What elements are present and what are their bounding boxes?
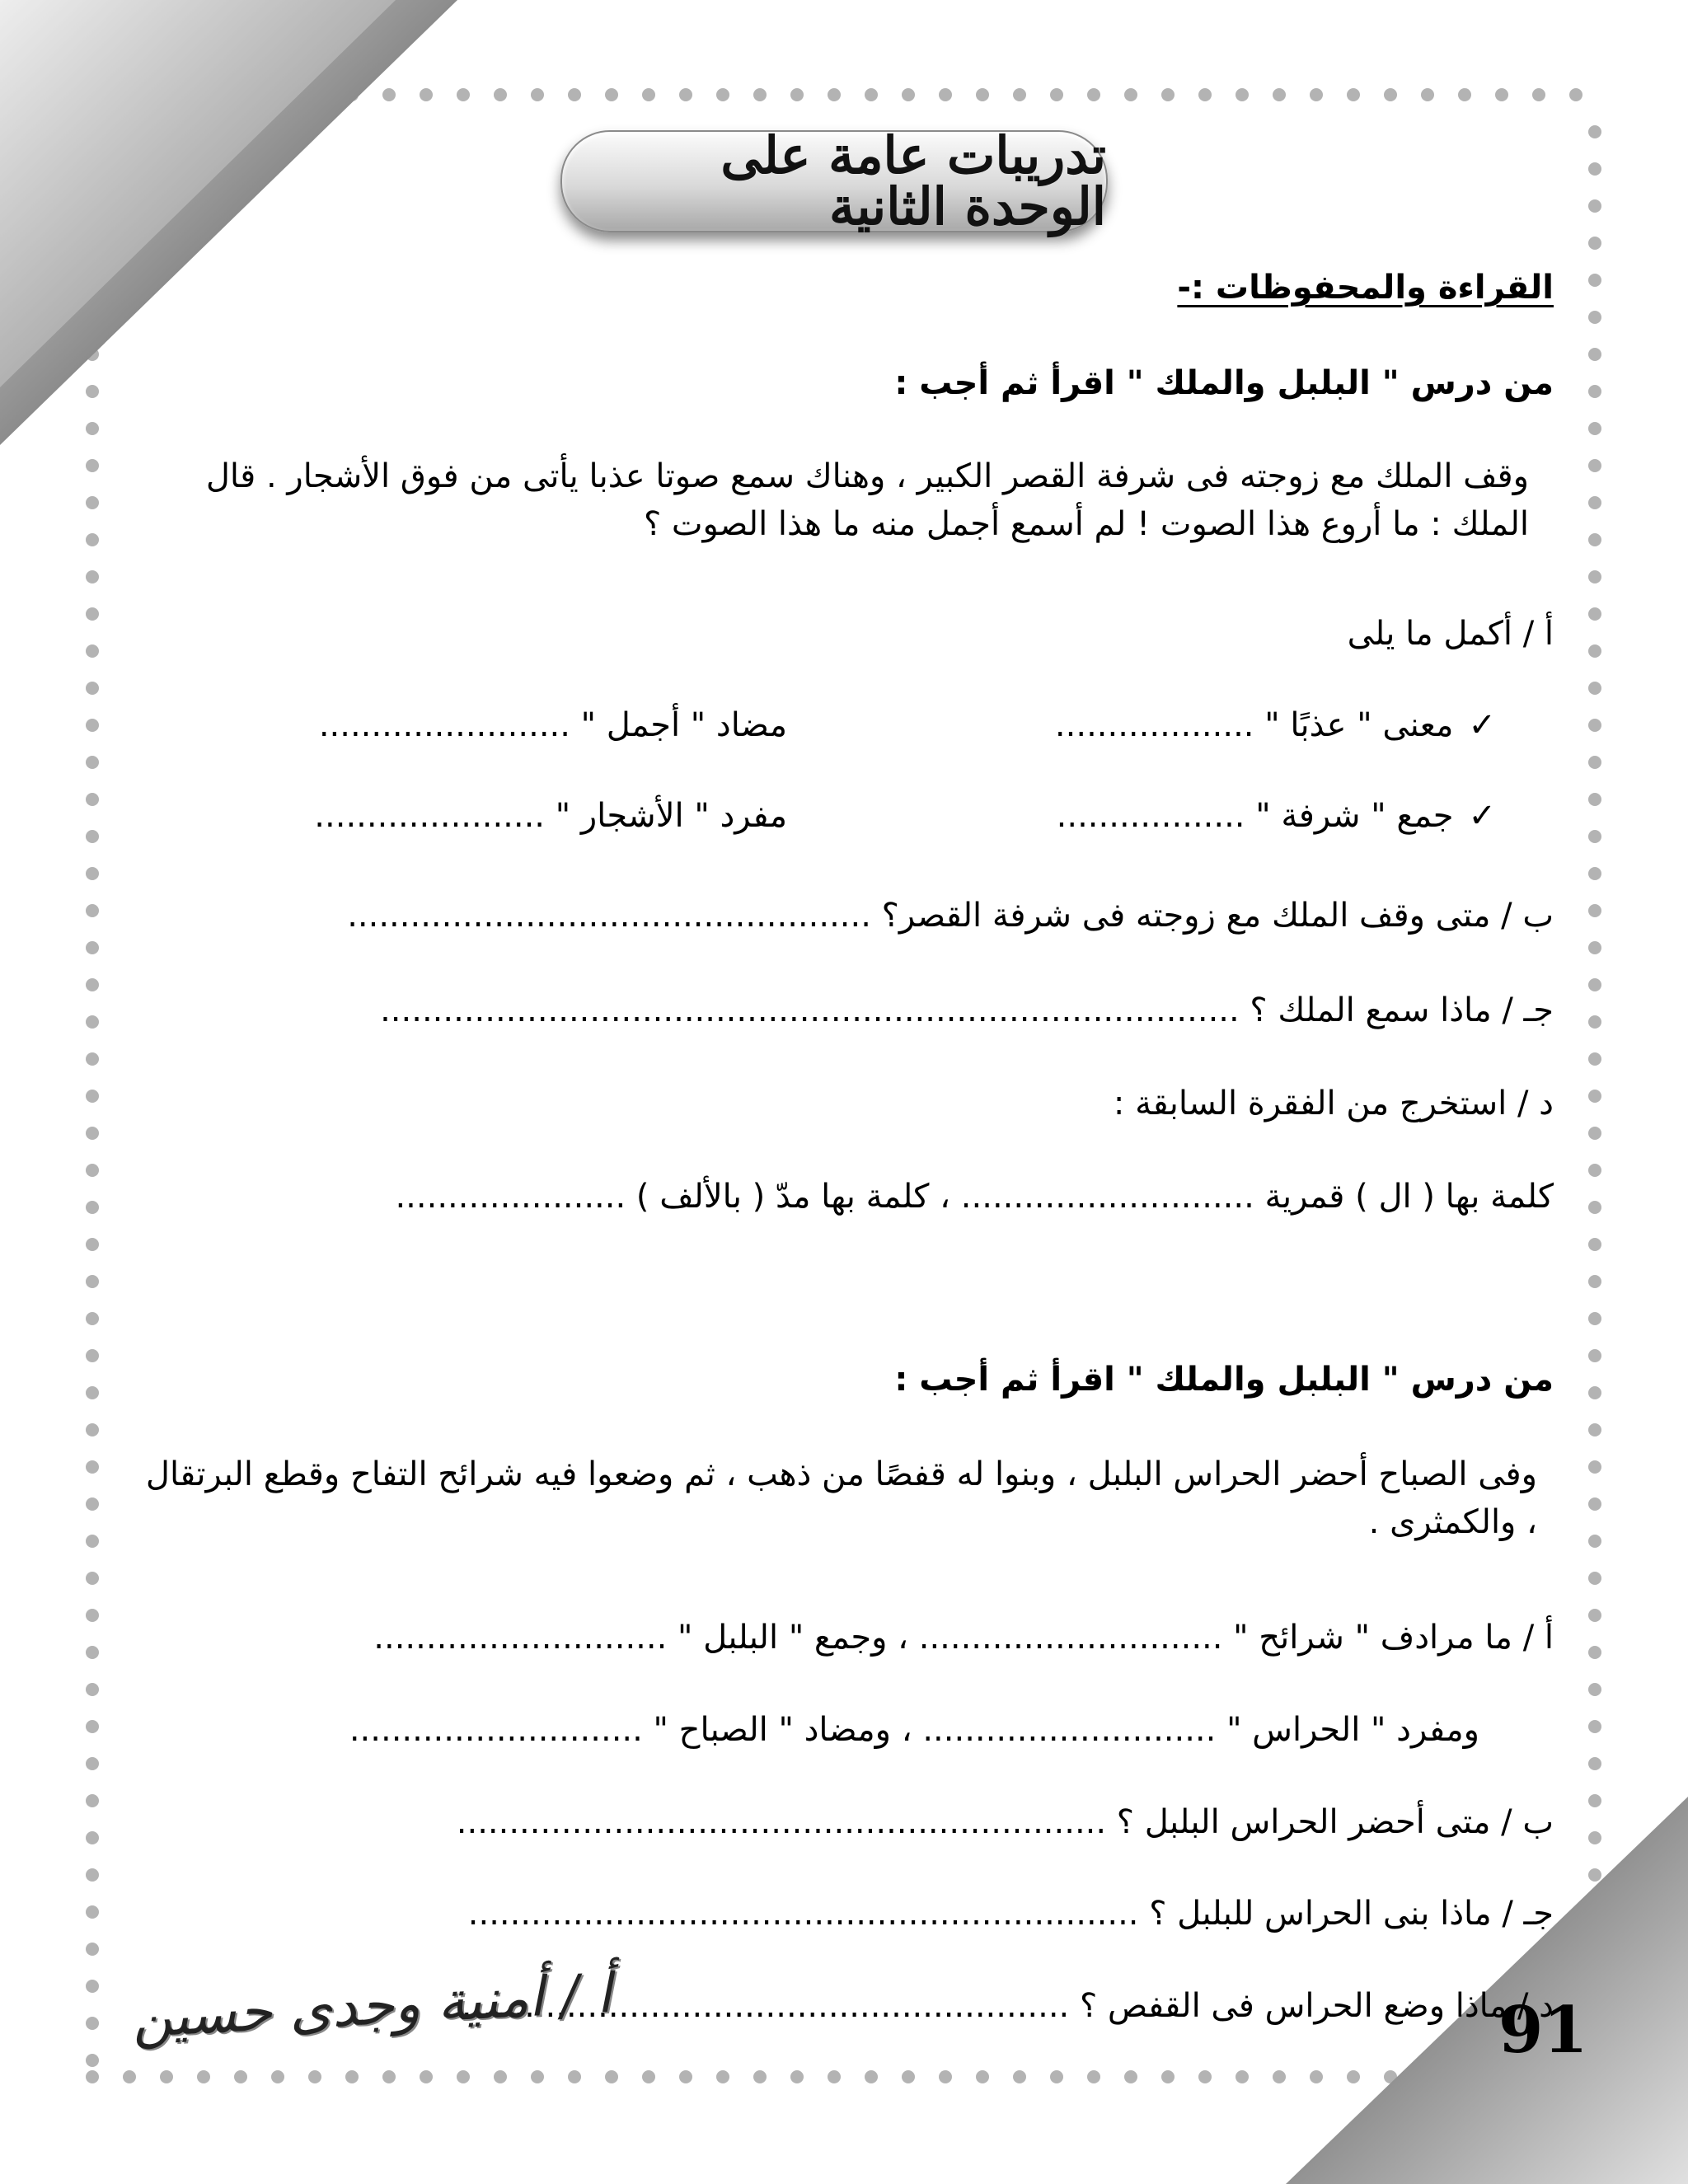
fill-meaning-sweet: معنى " عذبًا " ................... [1054, 706, 1454, 744]
part2-question-b: ب / متى أحضر الحراس البلبل ؟ .............................................................. [456, 1803, 1554, 1841]
part1-heading: من درس " البلبل والملك " اقرأ ثم أجب : [894, 364, 1554, 402]
border-dot [1588, 1201, 1601, 1214]
border-dot [86, 941, 99, 954]
checkmark-icon: ✓ [1468, 797, 1496, 835]
border-dot [716, 88, 729, 101]
border-dot [1124, 88, 1137, 101]
border-dot [1347, 88, 1360, 101]
border-dot [1588, 274, 1601, 287]
border-dot [494, 88, 507, 101]
border-dot [1588, 1015, 1601, 1029]
border-dot [1588, 1238, 1601, 1251]
border-dot [1588, 904, 1601, 917]
border-dot [86, 1201, 99, 1214]
fill-plural-balcony: جمع " شرفة " .................. [1056, 797, 1454, 835]
part1-question-b: ب / متى وقف الملك مع زوجته فى شرفة القصر؟ .................................................. [347, 897, 1554, 935]
border-dot [1273, 88, 1286, 101]
border-dot [1588, 125, 1601, 138]
border-dot [1588, 793, 1601, 806]
border-dot [86, 1905, 99, 1919]
border-dot [1013, 2070, 1026, 2083]
border-dot [1588, 1423, 1601, 1436]
border-dot [902, 2070, 915, 2083]
part2-question-d: د / ماذا وضع الحراس فى القفص ؟ .......................................................... [461, 1987, 1554, 2025]
part1-fill-row-2 [140, 797, 1554, 846]
border-dot [1013, 88, 1026, 101]
part2-question-a-line-1: أ / ما مرادف " شرائح " ............................. ، وجمع " البلبل " ............................ [373, 1619, 1554, 1657]
border-dot [531, 2070, 544, 2083]
part1-question-a: أ / أكمل ما يلى [1347, 615, 1554, 653]
border-dot [1588, 1164, 1601, 1177]
border-dot [1588, 385, 1601, 398]
border-dot [86, 1497, 99, 1511]
part1-question-d-answer-line: كلمة بها ( ال ) قمرية ............................ ، كلمة بها مدّ ( بالألف ) ...................... [395, 1178, 1554, 1216]
border-dot [1588, 422, 1601, 435]
border-dot [1310, 88, 1323, 101]
corner-decoration-top-left [0, 0, 462, 462]
border-dot [1532, 88, 1545, 101]
border-dot [86, 1090, 99, 1103]
border-dot [1588, 1349, 1601, 1362]
border-dot [86, 1757, 99, 1770]
border-dot [1588, 756, 1601, 769]
border-dot [1588, 1497, 1601, 1511]
border-dot [1588, 719, 1601, 732]
border-dot [86, 1349, 99, 1362]
border-dot [271, 2070, 284, 2083]
border-dot [123, 2070, 136, 2083]
border-dot [790, 2070, 804, 2083]
border-dot [976, 88, 989, 101]
border-dot [86, 570, 99, 583]
border-dot [1236, 88, 1249, 101]
border-dot [828, 88, 841, 101]
part2-heading: من درس " البلبل والملك " اقرأ ثم أجب : [894, 1361, 1554, 1399]
part2-question-a-line-2: ومفرد " الحراس " ............................ ، ومضاد " الصباح " ............................ [349, 1711, 1479, 1749]
border-dot [1588, 570, 1601, 583]
border-dot [1588, 1609, 1601, 1622]
border-dot [1569, 88, 1582, 101]
border-dot [86, 2054, 99, 2067]
border-dot [1588, 348, 1601, 361]
border-dot [828, 2070, 841, 2083]
border-dot [86, 1275, 99, 1288]
border-dot [1588, 830, 1601, 843]
border-dot [1588, 1535, 1601, 1548]
border-dot [1087, 88, 1100, 101]
border-dot [679, 88, 692, 101]
fill-singular-trees: مفرد " الأشجار " ...................... [314, 797, 787, 835]
border-dot [345, 2070, 359, 2083]
border-dot [494, 2070, 507, 2083]
border-dot [86, 607, 99, 621]
border-dot [1588, 237, 1601, 250]
border-dot [1161, 88, 1175, 101]
border-dot [86, 756, 99, 769]
border-dot [457, 2070, 470, 2083]
border-dot [1588, 1572, 1601, 1585]
border-dot [86, 830, 99, 843]
border-dot [86, 1831, 99, 1844]
border-dot [86, 1127, 99, 1140]
border-dot [1050, 2070, 1063, 2083]
section-heading: القراءة والمحفوظات :- [1177, 269, 1554, 307]
border-dot [1588, 1090, 1601, 1103]
border-dot [86, 904, 99, 917]
border-dot [1588, 1460, 1601, 1474]
border-dot [1588, 1127, 1601, 1140]
page-number: 91 [1498, 1993, 1588, 2068]
border-dot [197, 2070, 210, 2083]
border-dot [86, 2070, 99, 2083]
border-dot [642, 88, 655, 101]
author-signature: أ / أمنية وجدى حسين [130, 1961, 613, 2050]
border-dot [1588, 867, 1601, 880]
border-dot [753, 88, 767, 101]
border-dot [86, 496, 99, 509]
border-dot [1421, 88, 1434, 101]
border-dot [1161, 2070, 1175, 2083]
border-dot [160, 2070, 173, 2083]
border-dot [1588, 607, 1601, 621]
border-dot [605, 2070, 618, 2083]
border-dot [86, 978, 99, 991]
border-dot [86, 1164, 99, 1177]
border-dot [86, 1609, 99, 1622]
border-dot [86, 1460, 99, 1474]
border-dot [86, 1868, 99, 1882]
border-dot [86, 1535, 99, 1548]
border-dot [1588, 1386, 1601, 1399]
border-dot [1050, 88, 1063, 101]
border-dot [1124, 2070, 1137, 2083]
border-dot [1588, 311, 1601, 324]
border-dot [86, 682, 99, 695]
part1-question-c: جـ / ماذا سمع الملك ؟ .................................................................................. [380, 991, 1554, 1029]
border-dot [939, 2070, 952, 2083]
border-dot [1588, 941, 1601, 954]
border-dot [1588, 496, 1601, 509]
border-dot [86, 1794, 99, 1807]
border-dot [86, 1312, 99, 1325]
border-dot [86, 793, 99, 806]
border-dot [382, 2070, 396, 2083]
part2-question-c: جـ / ماذا بنى الحراس للبلبل ؟ ................................................................ [467, 1895, 1554, 1933]
border-dot [605, 88, 618, 101]
border-dot [642, 2070, 655, 2083]
border-dot [308, 2070, 321, 2083]
border-dot [86, 1015, 99, 1029]
border-dot [86, 1238, 99, 1251]
border-dot [86, 1572, 99, 1585]
border-dot [86, 1943, 99, 1956]
border-dot [679, 2070, 692, 2083]
border-dot [1495, 88, 1508, 101]
border-dot [86, 644, 99, 658]
border-dot [1588, 533, 1601, 546]
border-dot [568, 88, 581, 101]
border-dot [716, 2070, 729, 2083]
border-dot [531, 88, 544, 101]
border-dot [1588, 1720, 1601, 1733]
part1-passage: وقف الملك مع زوجته فى شرفة القصر الكبير ، وهناك سمع صوتا عذبا يأتى من فوق الأشجار . قال الملك : ما أروع هذا الصوت ! لم أسمع أجمل منه ما هذا الصوت ؟ [205, 457, 1529, 543]
border-dot [86, 1720, 99, 1733]
border-dot [1588, 1646, 1601, 1659]
border-dot [1588, 1312, 1601, 1325]
border-dot [234, 2070, 247, 2083]
border-dot [865, 88, 878, 101]
border-dot [86, 719, 99, 732]
border-dot [1588, 199, 1601, 213]
border-dot [1588, 1757, 1601, 1770]
border-dot [902, 88, 915, 101]
border-dot [86, 1646, 99, 1659]
border-dot [86, 1386, 99, 1399]
border-dot [1087, 2070, 1100, 2083]
border-dot [1588, 978, 1601, 991]
border-dot [1384, 88, 1397, 101]
fill-opposite-nicer: مضاد " أجمل " ........................ [318, 706, 787, 744]
border-dot [1588, 682, 1601, 695]
border-dot [86, 2017, 99, 2030]
part2-passage: وفى الصباح أحضر الحراس البلبل ، وبنوا له قفصًا من ذهب ، ثم وضعوا فيه شرائح التفاح وقطع البرتقال ، والكمثرى . [145, 1455, 1537, 1541]
border-dot [420, 2070, 433, 2083]
part1-fill-row-1 [140, 706, 1554, 756]
border-dot [1588, 459, 1601, 472]
border-dot [1198, 88, 1212, 101]
border-dot [753, 2070, 767, 2083]
border-dot [1588, 1052, 1601, 1066]
border-dot [1588, 644, 1601, 658]
border-dot [939, 88, 952, 101]
page-title: تدريبات عامة على الوحدة الثانية [720, 125, 1106, 237]
border-dot [86, 1052, 99, 1066]
border-dot [1458, 88, 1471, 101]
part1-question-d: د / استخرج من الفقرة السابقة : [1113, 1085, 1554, 1122]
border-dot [1588, 1275, 1601, 1288]
border-dot [865, 2070, 878, 2083]
border-dot [1588, 1683, 1601, 1696]
border-dot [86, 1423, 99, 1436]
border-dot [86, 533, 99, 546]
checkmark-icon: ✓ [1468, 706, 1496, 744]
title-banner [560, 125, 1108, 237]
border-dot [1588, 162, 1601, 176]
border-dot [790, 88, 804, 101]
border-dot [568, 2070, 581, 2083]
border-dot [86, 867, 99, 880]
border-dot [1236, 2070, 1249, 2083]
border-dot [1198, 2070, 1212, 2083]
border-dot [86, 1683, 99, 1696]
border-dot [86, 1980, 99, 1993]
border-dot [976, 2070, 989, 2083]
